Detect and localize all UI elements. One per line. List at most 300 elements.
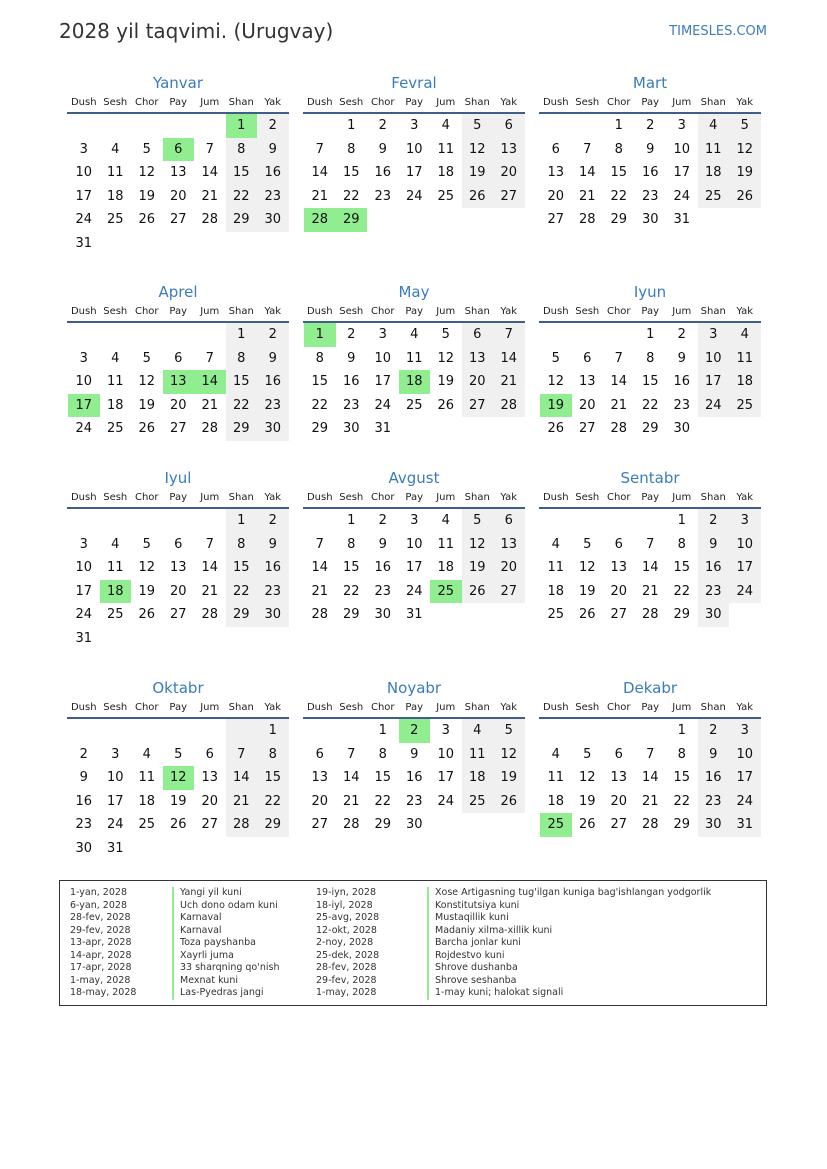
- day-cell: 14: [342, 770, 360, 785]
- weekday-label: Jum: [672, 306, 692, 317]
- day-cell: 4: [111, 350, 120, 366]
- day-cell: 9: [347, 350, 356, 366]
- site-link[interactable]: TIMESLES.COM: [669, 24, 767, 39]
- weekday-label: Sesh: [339, 306, 364, 317]
- day-cell: 7: [646, 536, 655, 552]
- day-cell: 16: [374, 560, 392, 575]
- day-cell: 29: [311, 421, 329, 436]
- day-cell: 14: [311, 560, 329, 575]
- legend-date: 17-apr, 2028: [70, 962, 132, 973]
- day-cell: 23: [698, 580, 730, 604]
- day-cell: 25: [106, 421, 124, 436]
- day-cell: 13: [610, 560, 628, 575]
- weekday-label: Chor: [606, 97, 631, 108]
- day-cell: 6: [493, 509, 525, 533]
- day-cell: 23: [374, 583, 392, 599]
- day-cell: 15: [610, 165, 628, 180]
- weekday-label: Dush: [70, 492, 97, 503]
- holiday-day-cell: 28: [304, 208, 336, 232]
- holiday-legend: [59, 880, 767, 1006]
- weekday-label: Yak: [264, 97, 282, 108]
- day-cell: 3: [729, 509, 761, 533]
- weekday-header: [303, 303, 525, 323]
- day-cell: 29: [641, 421, 659, 436]
- day-cell: 7: [205, 141, 214, 157]
- weekday-label: Yak: [736, 97, 754, 108]
- legend-dates-column-2: [316, 887, 379, 1000]
- empty-day-cell: [493, 208, 525, 232]
- month-name: Iyul: [164, 469, 192, 487]
- day-cell: 30: [257, 417, 289, 441]
- weekday-label: Pay: [405, 306, 424, 317]
- empty-day-cell: [100, 114, 132, 138]
- day-cell: 20: [462, 370, 494, 394]
- day-cell: 16: [374, 165, 392, 180]
- day-cell: 1: [677, 513, 686, 528]
- day-cell: 21: [610, 397, 628, 413]
- day-cell: 12: [729, 138, 761, 162]
- day-cell: 27: [169, 607, 187, 622]
- day-cell: 15: [226, 556, 258, 580]
- day-cell: 18: [698, 161, 730, 185]
- month-dekabr: [539, 677, 761, 837]
- month-name: Mart: [632, 74, 668, 92]
- empty-day-cell: [399, 417, 431, 441]
- weekday-label: Pay: [405, 702, 424, 713]
- weekday-label: Pay: [169, 702, 188, 713]
- day-cell: 5: [441, 327, 450, 342]
- weekday-label: Dush: [70, 702, 97, 713]
- weekday-label: Chor: [370, 97, 395, 108]
- day-cell: 28: [641, 607, 659, 622]
- day-cell: 26: [578, 817, 596, 832]
- day-cell: 22: [226, 394, 258, 418]
- weekday-label: Pay: [641, 702, 660, 713]
- day-cell: 16: [698, 766, 730, 790]
- day-cell: 5: [142, 350, 151, 366]
- day-cell: 6: [614, 536, 623, 552]
- day-cell: 28: [201, 607, 219, 622]
- day-cell: 23: [75, 817, 93, 832]
- empty-day-cell: [257, 627, 289, 651]
- day-cell: 30: [257, 208, 289, 232]
- day-cell: 24: [405, 583, 423, 599]
- day-cell: 5: [583, 746, 592, 762]
- weekday-label: Yak: [500, 492, 518, 503]
- day-cell: 18: [138, 793, 156, 809]
- legend-date: 25-dek, 2028: [316, 949, 380, 961]
- day-cell: 11: [729, 347, 761, 371]
- day-cell: 25: [405, 397, 423, 413]
- day-cell: 31: [673, 212, 691, 227]
- day-cell: 15: [641, 374, 659, 389]
- days-grid: [67, 509, 289, 650]
- day-cell: 8: [614, 141, 623, 157]
- weekday-label: Dush: [306, 702, 333, 713]
- day-cell: 25: [106, 607, 124, 622]
- month-may: [303, 281, 525, 441]
- day-cell: 8: [226, 138, 258, 162]
- day-cell: 8: [257, 743, 289, 767]
- day-cell: 14: [493, 347, 525, 371]
- empty-day-cell: [163, 627, 195, 651]
- day-cell: 27: [169, 212, 187, 227]
- legend-date: 18-iyl, 2028: [316, 899, 373, 911]
- weekday-label: Shan: [228, 492, 254, 503]
- weekday-header: [303, 94, 525, 114]
- weekday-label: Sesh: [575, 702, 600, 713]
- holiday-day-cell: 18: [399, 370, 431, 394]
- weekday-label: Shan: [228, 702, 254, 713]
- month-yanvar: [67, 72, 289, 255]
- weekday-label: Jum: [200, 97, 220, 108]
- weekday-label: Pay: [641, 97, 660, 108]
- day-cell: 6: [174, 536, 183, 552]
- day-cell: 17: [698, 370, 730, 394]
- legend-holiday-name: 1-may kuni; halokat signali: [427, 987, 711, 1000]
- weekday-label: Dush: [306, 492, 333, 503]
- month-sentabr: [539, 467, 761, 627]
- day-cell: 9: [257, 533, 289, 557]
- day-cell: 18: [547, 793, 565, 809]
- day-cell: 2: [257, 323, 289, 347]
- day-cell: 12: [138, 374, 156, 389]
- weekday-label: Sesh: [339, 492, 364, 503]
- day-cell: 7: [315, 141, 324, 157]
- day-cell: 19: [578, 793, 596, 809]
- empty-day-cell: [493, 603, 525, 627]
- days-grid: [67, 323, 289, 441]
- legend-dates-column-1: [70, 887, 136, 1000]
- day-cell: 7: [646, 746, 655, 762]
- empty-day-cell: [163, 114, 195, 138]
- legend-holiday-name: Rojdestvo kuni: [427, 950, 711, 963]
- empty-day-cell: [163, 232, 195, 256]
- empty-day-cell: [603, 509, 635, 533]
- day-cell: 5: [142, 536, 151, 552]
- day-cell: 24: [75, 607, 93, 622]
- weekday-label: Sesh: [103, 97, 128, 108]
- day-cell: 4: [441, 513, 450, 528]
- day-cell: 16: [257, 161, 289, 185]
- day-cell: 19: [462, 556, 494, 580]
- day-cell: 23: [257, 185, 289, 209]
- weekday-label: Shan: [700, 306, 726, 317]
- weekday-label: Pay: [405, 97, 424, 108]
- day-cell: 18: [462, 766, 494, 790]
- day-cell: 10: [374, 350, 392, 366]
- empty-day-cell: [100, 509, 132, 533]
- day-cell: 16: [405, 770, 423, 785]
- empty-day-cell: [131, 323, 163, 347]
- page-title: 2028 yil taqvimi. (Urugvay): [59, 19, 334, 43]
- legend-holiday-name: Karnaval: [172, 912, 280, 925]
- empty-day-cell: [194, 509, 226, 533]
- day-cell: 4: [111, 536, 120, 552]
- day-cell: 7: [315, 536, 324, 552]
- weekday-label: Shan: [700, 97, 726, 108]
- day-cell: 30: [641, 212, 659, 227]
- days-grid: [303, 114, 525, 232]
- legend-holiday-name: Toza payshanba: [172, 937, 280, 950]
- day-cell: 27: [610, 607, 628, 622]
- day-cell: 16: [257, 556, 289, 580]
- day-cell: 13: [578, 374, 596, 389]
- empty-day-cell: [430, 208, 462, 232]
- day-cell: 14: [311, 165, 329, 180]
- day-cell: 19: [138, 583, 156, 599]
- day-cell: 24: [673, 188, 691, 204]
- day-cell: 13: [610, 770, 628, 785]
- empty-day-cell: [304, 509, 336, 533]
- day-cell: 9: [646, 141, 655, 157]
- day-cell: 17: [405, 165, 423, 180]
- month-aprel: [67, 281, 289, 441]
- day-cell: 27: [578, 421, 596, 436]
- weekday-label: Yak: [500, 702, 518, 713]
- weekday-label: Pay: [169, 492, 188, 503]
- holiday-day-cell: 29: [336, 208, 368, 232]
- day-cell: 14: [610, 374, 628, 389]
- day-cell: 18: [729, 370, 761, 394]
- empty-day-cell: [493, 813, 525, 837]
- day-cell: 31: [405, 607, 423, 622]
- weekday-label: Yak: [500, 306, 518, 317]
- day-cell: 1: [614, 118, 623, 133]
- weekday-label: Jum: [200, 306, 220, 317]
- day-cell: 14: [201, 560, 219, 575]
- weekday-label: Jum: [672, 97, 692, 108]
- day-cell: 31: [75, 235, 93, 251]
- empty-day-cell: [635, 509, 667, 533]
- day-cell: 27: [493, 580, 525, 604]
- day-cell: 12: [547, 374, 565, 389]
- day-cell: 28: [342, 817, 360, 832]
- month-name: Avgust: [388, 469, 440, 487]
- legend-date: 28-fev, 2028: [70, 912, 131, 923]
- day-cell: 12: [138, 560, 156, 575]
- empty-day-cell: [131, 627, 163, 651]
- day-cell: 2: [378, 513, 387, 528]
- day-cell: 20: [547, 188, 565, 204]
- day-cell: 29: [342, 607, 360, 622]
- day-cell: 28: [226, 813, 258, 837]
- day-cell: 12: [462, 533, 494, 557]
- day-cell: 26: [547, 421, 565, 436]
- legend-date: 6-yan, 2028: [70, 899, 127, 911]
- holiday-day-cell: 6: [163, 138, 195, 162]
- day-cell: 2: [257, 114, 289, 138]
- day-cell: 19: [493, 766, 525, 790]
- day-cell: 10: [698, 347, 730, 371]
- day-cell: 22: [226, 185, 258, 209]
- day-cell: 14: [201, 165, 219, 180]
- day-cell: 12: [578, 560, 596, 575]
- day-cell: 4: [410, 327, 419, 342]
- day-cell: 4: [729, 323, 761, 347]
- day-cell: 30: [342, 421, 360, 436]
- day-cell: 21: [201, 583, 219, 599]
- legend-holiday-name: Xose Artigasning tug'ilgan kuniga bag'ishlangan yodgorlik: [427, 887, 711, 900]
- empty-day-cell: [540, 323, 572, 347]
- weekday-label: Jum: [200, 492, 220, 503]
- day-cell: 16: [673, 374, 691, 389]
- day-cell: 16: [342, 374, 360, 389]
- day-cell: 10: [673, 141, 691, 157]
- empty-day-cell: [226, 232, 258, 256]
- day-cell: 3: [677, 118, 686, 133]
- day-cell: 23: [342, 397, 360, 413]
- day-cell: 9: [257, 138, 289, 162]
- day-cell: 3: [378, 327, 387, 342]
- days-grid: [67, 719, 289, 860]
- day-cell: 14: [641, 770, 659, 785]
- legend-holiday-name: Las-Pyedras jangi: [172, 987, 280, 1000]
- day-cell: 24: [698, 394, 730, 418]
- day-cell: 3: [79, 141, 88, 157]
- day-cell: 17: [437, 770, 455, 785]
- day-cell: 2: [646, 118, 655, 133]
- day-cell: 7: [205, 536, 214, 552]
- day-cell: 8: [347, 536, 356, 552]
- empty-day-cell: [194, 232, 226, 256]
- day-cell: 17: [405, 560, 423, 575]
- legend-holiday-name: Barcha jonlar kuni: [427, 937, 711, 950]
- empty-day-cell: [540, 719, 572, 743]
- day-cell: 6: [462, 323, 494, 347]
- day-cell: 10: [75, 374, 93, 389]
- empty-day-cell: [399, 208, 431, 232]
- weekday-header: [539, 303, 761, 323]
- day-cell: 6: [174, 350, 183, 366]
- weekday-label: Dush: [542, 97, 569, 108]
- day-cell: 13: [169, 165, 187, 180]
- day-cell: 9: [378, 536, 387, 552]
- empty-day-cell: [194, 719, 226, 743]
- day-cell: 28: [610, 421, 628, 436]
- empty-day-cell: [635, 719, 667, 743]
- month-name: Oktabr: [152, 679, 204, 697]
- legend-holiday-name: 33 sharqning qo'nish: [172, 962, 280, 975]
- empty-day-cell: [194, 114, 226, 138]
- day-cell: 8: [226, 533, 258, 557]
- legend-names-column-1: [172, 887, 280, 1000]
- weekday-label: Shan: [700, 492, 726, 503]
- day-cell: 29: [257, 813, 289, 837]
- weekday-label: Sesh: [103, 492, 128, 503]
- day-cell: 19: [578, 583, 596, 599]
- empty-day-cell: [68, 114, 100, 138]
- weekday-label: Jum: [436, 306, 456, 317]
- month-name: Aprel: [158, 283, 198, 301]
- day-cell: 3: [698, 323, 730, 347]
- weekday-label: Chor: [134, 702, 159, 713]
- holiday-day-cell: 14: [194, 370, 226, 394]
- legend-date: 13-apr, 2028: [70, 937, 132, 948]
- weekday-label: Pay: [169, 97, 188, 108]
- day-cell: 15: [673, 770, 691, 785]
- legend-date: 29-fev, 2028: [316, 974, 377, 986]
- day-cell: 19: [437, 374, 455, 389]
- day-cell: 1: [378, 723, 387, 738]
- day-cell: 28: [311, 607, 329, 622]
- month-name: Noyabr: [386, 679, 442, 697]
- empty-day-cell: [572, 509, 604, 533]
- legend-date: 18-may, 2028: [70, 987, 137, 998]
- day-cell: 24: [729, 790, 761, 814]
- empty-day-cell: [257, 837, 289, 861]
- empty-day-cell: [163, 719, 195, 743]
- day-cell: 2: [698, 719, 730, 743]
- empty-day-cell: [698, 208, 730, 232]
- holiday-day-cell: 1: [226, 114, 258, 138]
- day-cell: 20: [311, 793, 329, 809]
- weekday-label: Sesh: [575, 492, 600, 503]
- days-grid: [539, 509, 761, 627]
- day-cell: 1: [677, 723, 686, 738]
- empty-day-cell: [540, 509, 572, 533]
- day-cell: 6: [315, 746, 324, 762]
- weekday-header: [67, 94, 289, 114]
- day-cell: 17: [374, 374, 392, 389]
- day-cell: 14: [226, 766, 258, 790]
- weekday-label: Dush: [306, 306, 333, 317]
- empty-day-cell: [304, 719, 336, 743]
- weekday-header: [67, 489, 289, 509]
- weekday-label: Chor: [134, 97, 159, 108]
- weekday-header: [67, 303, 289, 323]
- day-cell: 20: [169, 583, 187, 599]
- empty-day-cell: [100, 232, 132, 256]
- day-cell: 24: [75, 212, 93, 227]
- day-cell: 4: [441, 118, 450, 133]
- legend-holiday-name: Mexnat kuni: [172, 975, 280, 988]
- day-cell: 19: [138, 397, 156, 413]
- day-cell: 17: [729, 556, 761, 580]
- day-cell: 11: [138, 770, 156, 785]
- weekday-label: Sesh: [339, 97, 364, 108]
- weekday-label: Shan: [228, 97, 254, 108]
- weekday-label: Shan: [464, 97, 490, 108]
- weekday-header: [303, 489, 525, 509]
- day-cell: 8: [347, 141, 356, 157]
- day-cell: 10: [75, 560, 93, 575]
- month-name: Yanvar: [152, 74, 204, 92]
- day-cell: 15: [374, 770, 392, 785]
- day-cell: 20: [578, 397, 596, 413]
- day-cell: 4: [698, 114, 730, 138]
- day-cell: 25: [547, 607, 565, 622]
- weekday-label: Shan: [464, 492, 490, 503]
- days-grid: [303, 509, 525, 627]
- day-cell: 13: [201, 770, 219, 785]
- day-cell: 28: [201, 212, 219, 227]
- empty-day-cell: [100, 323, 132, 347]
- day-cell: 4: [551, 746, 560, 762]
- weekday-label: Sesh: [339, 702, 364, 713]
- day-cell: 9: [698, 743, 730, 767]
- day-cell: 14: [578, 165, 596, 180]
- legend-holiday-name: Mustaqillik kuni: [427, 912, 711, 925]
- day-cell: 5: [729, 114, 761, 138]
- weekday-label: Yak: [500, 97, 518, 108]
- weekday-label: Sesh: [575, 306, 600, 317]
- day-cell: 1: [226, 323, 258, 347]
- empty-day-cell: [572, 719, 604, 743]
- day-cell: 19: [138, 188, 156, 204]
- day-cell: 27: [169, 421, 187, 436]
- days-grid: [539, 114, 761, 232]
